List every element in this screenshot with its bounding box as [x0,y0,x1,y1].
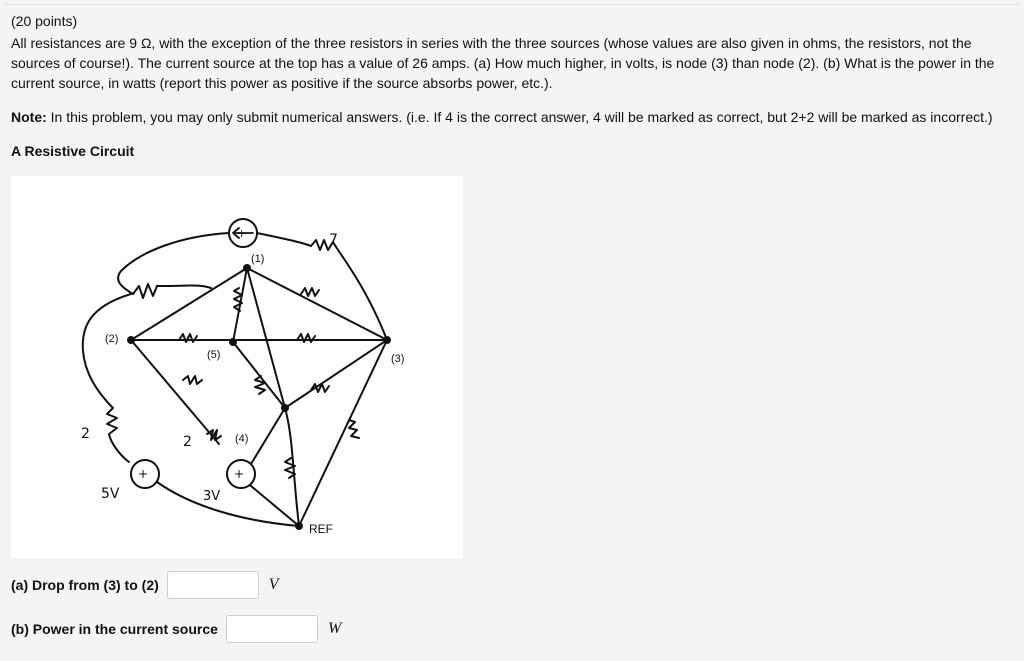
node-3-label: (3) [391,353,405,365]
resistor-upper-left [133,284,211,298]
resistor-2-b-value: 2 [183,434,192,450]
node-1-label: (1) [251,253,265,265]
voltage-source-5v-sign: + [138,467,149,481]
node-5-dot [230,339,236,345]
resistor-2-left-value: 2 [81,426,90,442]
resistor-5-4 [255,376,265,394]
wire-node5-to-node4 [233,342,285,408]
answer-b-input[interactable] [226,615,318,643]
note-label: Note: [11,109,47,125]
wire-5v-to-ref [157,482,299,526]
answer-a-unit: V [268,576,279,593]
wire-node2-to-ref [131,340,219,444]
voltage-source-5v-label: 5V [101,486,120,502]
answer-row-a [11,571,279,599]
ref-dot [296,523,302,529]
answer-a-input[interactable] [167,571,259,599]
points-label: (20 points) [11,13,78,29]
wire-3v-to-node4 [251,408,285,464]
current-source-sign: + [237,227,247,240]
resistor-7-value: 7 [329,232,338,248]
node-4-dot [282,405,288,411]
wire-node1-to-node2 [131,268,247,340]
wire-top-left-arc [118,233,229,294]
circuit-title: A Resistive Circuit [11,143,135,159]
resistor-7 [311,240,387,340]
note [11,108,993,126]
node-5-label: (5) [207,349,221,361]
node-2-label: (2) [105,333,119,345]
node-4-label: (4) [235,433,249,445]
voltage-source-3v-sign: + [234,467,245,481]
statement-line-1: All resistances are 9 Ω, with the exception of the three resistors in series with the three sources (whose values are also given in ohms, the resistors, not the [11,35,972,51]
node-2-dot [128,337,134,343]
wire-left-outer [83,294,131,408]
wire-top-right [257,233,311,246]
answer-b-unit: W [327,620,342,637]
ref-label: REF [309,522,333,536]
wire-node1-to-node3 [247,268,387,340]
voltage-source-3v-label: 3V [203,489,221,504]
resistor-1-3 [301,288,319,296]
resistor-2-left [107,408,129,462]
current-source [229,219,257,247]
wire-node1-to-node4 [247,268,285,408]
statement-line-3: current source, in watts (report this power as positive if the source absorbs power, etc.). [11,75,553,91]
circuit-diagram [11,176,463,558]
note-text: In this problem, you may only submit numerical answers. (i.e. If 4 is the correct answer, 4 will be marked as correct, but 2+2 will be marked as incorrect.) [46,109,993,125]
answer-b-label: (b) Power in the current source [11,621,218,637]
wire-node3-to-ref [299,340,387,526]
statement-line-2: sources of course!). The current source at the top has a value of 26 amps. (a) How much higher, in volts, is node (3) than node (2). (b) What is the power in the [11,55,995,71]
voltage-source-5v [131,460,159,488]
answer-a-label: (a) Drop from (3) to (2) [11,577,159,593]
resistor-3-ref [349,420,359,438]
answer-row-b [11,615,341,643]
node-1-dot [244,265,250,271]
resistor-2-ref-a [183,376,202,384]
node-3-dot [384,337,390,343]
